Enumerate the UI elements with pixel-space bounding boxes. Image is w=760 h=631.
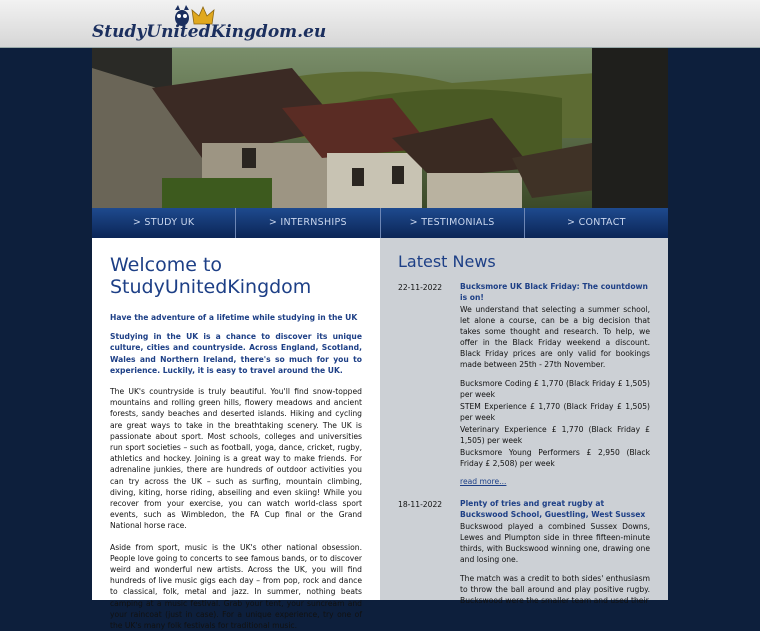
nav-contact[interactable]: > CONTACT [567, 217, 626, 228]
news-item [398, 498, 650, 606]
news-headline[interactable]: Bucksmore UK Black Friday: The countdown is on! [460, 282, 648, 302]
news-paragraph: Bucksmore Young Performers £ 2,950 (Black Friday £ 2,508) per week [460, 448, 650, 468]
nav-testimonials[interactable]: > TESTIMONIALS [381, 208, 525, 238]
news-paragraph: Buckswood played a combined Sussex Downs, Lewes and Plumpton side in three fifteen-minute thirds, with Buckswood winning one, drawing one and losing one. [460, 522, 650, 564]
news-date: 18-11-2022 [398, 500, 443, 509]
main-nav [92, 208, 668, 238]
news-title: Latest News [398, 252, 496, 271]
main-content [92, 238, 380, 631]
news-headline[interactable]: Plenty of tries and great rugby at Buckswood School, Guestling, West Sussex [460, 499, 646, 519]
news-date: 22-11-2022 [398, 283, 443, 292]
news-paragraph: Veterinary Experience £ 1,770 (Black Friday £ 1,505) per week [460, 425, 650, 445]
logo-text: StudyUnitedKingdom.eu [92, 22, 327, 42]
site-logo[interactable] [92, 4, 327, 46]
news-paragraph: Bucksmore Coding £ 1,770 (Black Friday £ 1,505) per week [460, 379, 650, 399]
hero-image [92, 48, 668, 208]
countryside-paragraph: The UK's countryside is truly beautiful. You'll find snow-topped mountains and rolling green hills, flowery meadows and ancient forests, sandy beaches and deserted islands. Hiking and cycling are great ways to take in the breathtaking scenery. The UK is passionate about sport. Most schools, colleges and universities run sport societies – such as football, yoga, dance, cricket, rugby, athletics and hockey. Joining is a great way to make friends. For adrenaline junkies, there are hundreds of outdoor activities you can try across the UK – such as surfing, mountain climbing, diving, kiting, horse riding, abseiling and even skiing! While you recover from your exercise, you can watch world-class sport events, such as Wimbledon, the FA Cup final or the Grand National horse race. [110, 387, 362, 531]
music-paragraph: Aside from sport, music is the UK's other national obsession. People love going to concerts to see famous bands, or to discover weird and wonderful new artists. Across the UK, you will find hundreds of live music gigs each day – from pop, rock and dance to classical, folk, metal and jazz. In summer, nothing beats camping at a music festival. Grab your tent, your suncream and your raincoat (just in case). For a unique experience, try one of the UK's many folk festivals for traditional music. [110, 542, 362, 631]
news-paragraph: We understand that selecting a summer school, let alone a course, can be a big decision that takes some thought and research. To help, we offer in the Black Friday weekend a discount. Black Friday prices are only valid for bookings made between 25th - 27th November. [460, 305, 650, 369]
news-sidebar [380, 238, 668, 605]
news-item [398, 281, 650, 488]
read-more-link[interactable]: read more... [460, 477, 507, 486]
nav-study-uk[interactable]: > STUDY UK [92, 208, 236, 238]
lead-text: Have the adventure of a lifetime while studying in the UK [110, 313, 358, 322]
nav-internships[interactable]: > INTERNSHIPS [236, 208, 380, 238]
page-title: Welcome to StudyUnitedKingdom [110, 254, 312, 298]
intro-text: Studying in the UK is a chance to discover its unique culture, cities and countryside. Across England, Scotland, Wales and Northern Ireland, there's so much for you to experience. Luckily, it is easy to travel around the UK. [110, 332, 362, 375]
news-paragraph: STEM Experience £ 1,770 (Black Friday £ 1,505) per week [460, 402, 650, 422]
news-paragraph: The match was a credit to both sides' enthusiasm to throw the ball around and play positive rugby. Buckswood were the smaller team and used their [460, 574, 650, 605]
header-bar [0, 0, 760, 48]
